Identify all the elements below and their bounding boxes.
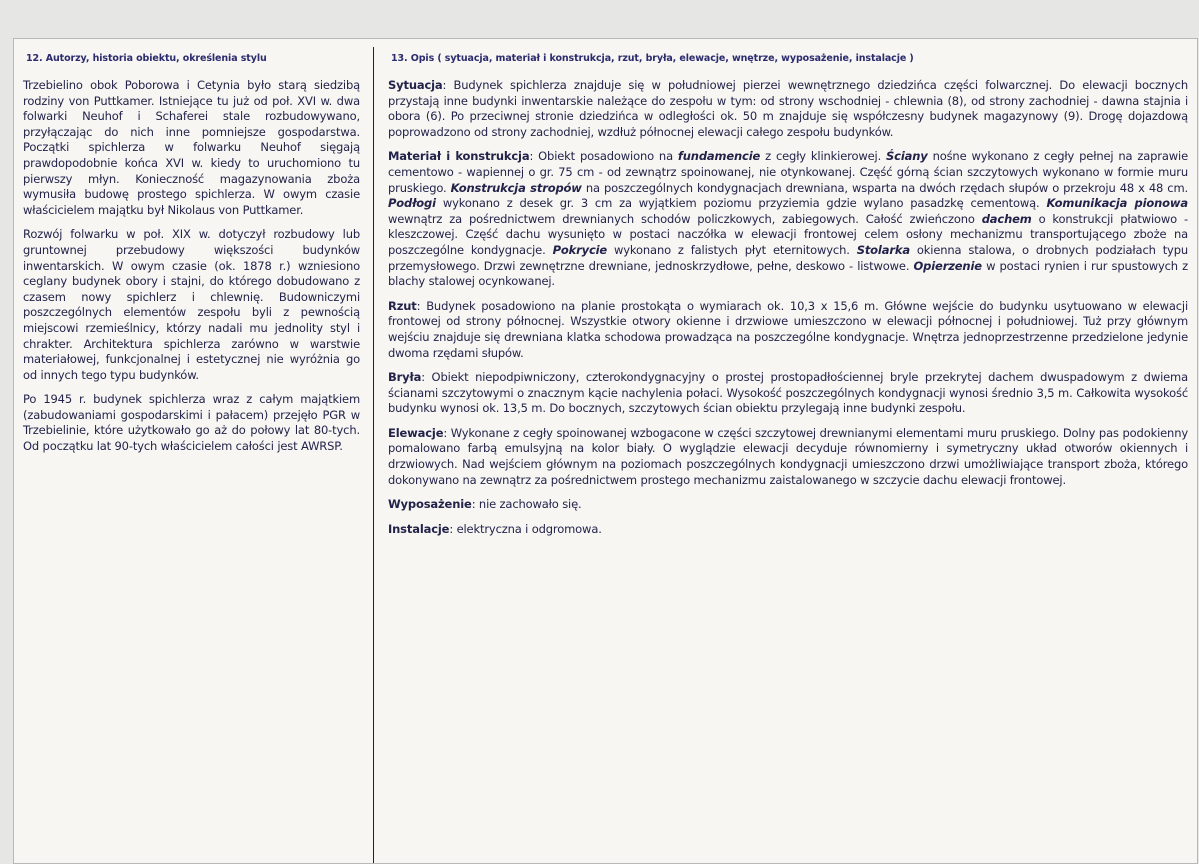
section-text: wykonano z desek gr. 3 cm za wyjątkiem poziomu przyziemia gdzie wylano pasadzkę cementową.: [435, 196, 1047, 211]
section-text: o konstrukcji płatwiowo - kleszczowej. Część dachu wysunięto w postaci naczółka w elewacji frontowej celem osłony mechanizmu transportującego zboże na poszczególne kondygnacje.: [388, 211, 1189, 257]
section-label: Wyposażenie: [388, 497, 472, 512]
history-paragraph: Rozwój folwarku w poł. XIX w. dotyczył rozbudowy lub gruntownej przebudowy większości budynków inwentarskich. W owym czasie (ok. 1878 r.) wzniesiono ceglany budynek obory i stajni, do którego dobudowano z czasem nowy spichlerz i chlewnię. Budowniczymi poszczególnych elementów zespołu byli z pewnością miejscowi rzemieślnicy, którzy nadali mu jednolity styl i chrakter. Architektura spichlerza zarówno w warstwie materiałowej, funkcjonalnej i estetycznej nie wyróżnia go od innych tego typu budynków.: [23, 227, 360, 382]
section-elewacje: [388, 426, 1188, 488]
section-text: : elektryczna i odgromowa.: [449, 521, 602, 536]
section-instalacje: [388, 522, 1188, 538]
keyword: Stolarka: [856, 242, 910, 257]
section-label: Bryła: [388, 370, 422, 385]
section-text: okienna stalowa, o drobnych podziałach typu przemysłowego. Drzwi zewnętrzne drewniane, jednoskrzydłowe, pełne, deskowo - listwowe.: [388, 242, 1189, 273]
section-text: : Budynek posadowiono na planie prostokąta o wymiarach ok. 10,3 x 15,6 m. Główne wejście do budynku usytuowano w elewacji frontowej od strony północnej. Wszystkie otwory okienne i drzwiowe umieszczono w elewacji północnej i południowej. Tuż przy głównym wejściu znajduje się drewniana klatka schodowa prowadząca na poszczególne kondygnacje. Wnętrza jednoprzestrzenne przedzielone jedynie dwoma rzędami słupów.: [388, 298, 1188, 360]
section-text: : Wykonane z cegły spoinowanej wzbogacone w części szczytowej drewnianymi elementami muru pruskiego. Dolny pas podokienny pomalowano farbą emulsyjną na kolor biały. O wyglądzie elewacji decyduje równomierny i symetryczny układ otworów okiennych i drzwiowych. Nad wejściem głównym na poziomach poszczególnych kondygnacji umieszczono drzwi umożliwiające transport zboża, którego dokonywano na zewnątrz za pośrednictwem prostego mechanizmu zaistalowanego w szczycie dachu elewacji frontowej.: [388, 425, 1188, 487]
section-bryla: [388, 370, 1188, 417]
section-wyposazenie: [388, 497, 1188, 513]
keyword: Ściany: [886, 149, 928, 164]
keyword: Konstrukcja stropów: [450, 180, 582, 195]
description-heading: 13. Opis ( sytuacja, materiał i konstrukcja, rzut, bryła, elewacje, wnętrze, wyposażenie, instalacje ): [391, 53, 914, 64]
section-text: : Obiekt posadowiono na: [529, 149, 678, 164]
section-label: Rzut: [388, 298, 417, 313]
section-text: wewnątrz za pośrednictwem drewnianych schodów policzkowych, zabiegowych. Całość zwieńczono: [388, 211, 982, 226]
section-label: Instalacje: [388, 521, 450, 536]
keyword: Komunikacja pionowa: [1046, 196, 1189, 211]
section-text: : Budynek spichlerza znajduje się w południowej pierzei wewnętrznego dziedzińca części folwarcznej. Do elewacji bocznych przystają inne budynki inwentarskie należące do zespołu w tym: od strony wschodniej - chlewnia (8), od strony zachodniej - dawna stajnia i obora (6). Po przeciwnej stronie dziedzińca w odległości ok. 50 m znajduje się współczesny budynek magazynowy (9). Drogę dojazdową poprowadzono od strony zachodniej, wzdłuż północnej elewacji całego zespołu budynków.: [388, 78, 1188, 139]
section-text: na poszczególnych kondygnacjach drewniana, wsparta na dwóch rzędach słupów o przekroju 48 x 48 cm.: [581, 180, 1189, 195]
history-heading: 12. Autorzy, historia obiektu, określenia stylu: [26, 53, 267, 64]
section-text: nośne wykonano z cegły pełnej na zaprawie cementowo - wapiennej o gr. 75 cm - od zewnątrz spoinowanej, nie otynkowanej. Część górną ścian szczytowych wykonano w formie muru pruskiego.: [388, 149, 1188, 195]
keyword: Pokrycie: [552, 242, 608, 257]
keyword: Opierzenie: [913, 258, 982, 273]
description-column: [388, 53, 1188, 546]
section-text: z cegły klinkierowej.: [760, 149, 887, 164]
section-material: [388, 149, 1188, 289]
keyword: fundamencie: [677, 149, 761, 164]
column-divider: [373, 47, 374, 863]
section-text: w postaci rynien i rur spustowych z blachy stalowej ocynkowanej.: [388, 258, 1189, 289]
section-sytuacja: [388, 78, 1188, 140]
keyword: dachem: [981, 211, 1032, 226]
section-label: Sytuacja: [388, 78, 443, 92]
section-text: wykonano z falistych płyt eternitowych.: [607, 242, 857, 257]
section-rzut: [388, 299, 1188, 361]
keyword: Podłogi: [388, 196, 436, 211]
section-label: Elewacje: [388, 425, 444, 440]
document-sheet: [13, 38, 1198, 864]
section-text: : Obiekt niepodpiwniczony, czterokondygnacyjny o prostej prostopadłościennej bryle przekrytej dachem dwuspadowym z dwiema ścianami szczytowymi o znacznym kącie nachylenia połaci. Wysokość poszczególnych kondygnacji wynosi średnio 3,5 m. Całkowita wysokość budynku wynosi ok. 13,5 m. Do bocznych, szczytowych ścian obiektu przylegają inne budynki zespołu.: [388, 370, 1188, 416]
history-paragraph: Po 1945 r. budynek spichlerza wraz z całym majątkiem (zabudowaniami gospodarskimi i pałacem) przejęło PGR w Trzebielinie, które użytkowało go aż do połowy lat 80-tych. Od początku lat 90-tych właścicielem całości jest AWRSP.: [23, 392, 360, 454]
history-column: [23, 53, 360, 464]
section-label: Materiał i konstrukcja: [388, 149, 530, 164]
section-text: : nie zachowało się.: [471, 497, 582, 512]
history-paragraph: Trzebielino obok Poborowa i Cetynia było starą siedzibą rodziny von Puttkamer. Istniejące tu już od poł. XVI w. dwa folwarki Neuhof i Schaferei stale rozbudowywano, przyłączając do nich inne pomniejsze gospodarstwa. Początki spichlerza w folwarku Neuhof sięgają prawdopodobnie końca XVI w. kiedy to uruchomiono tu pierwszy młyn. Konieczność magazynowania zboża wymusiła budowę prostego spichlerza. W owym czasie właścicielem majątku był Nikolaus von Puttkamer.: [23, 78, 360, 217]
